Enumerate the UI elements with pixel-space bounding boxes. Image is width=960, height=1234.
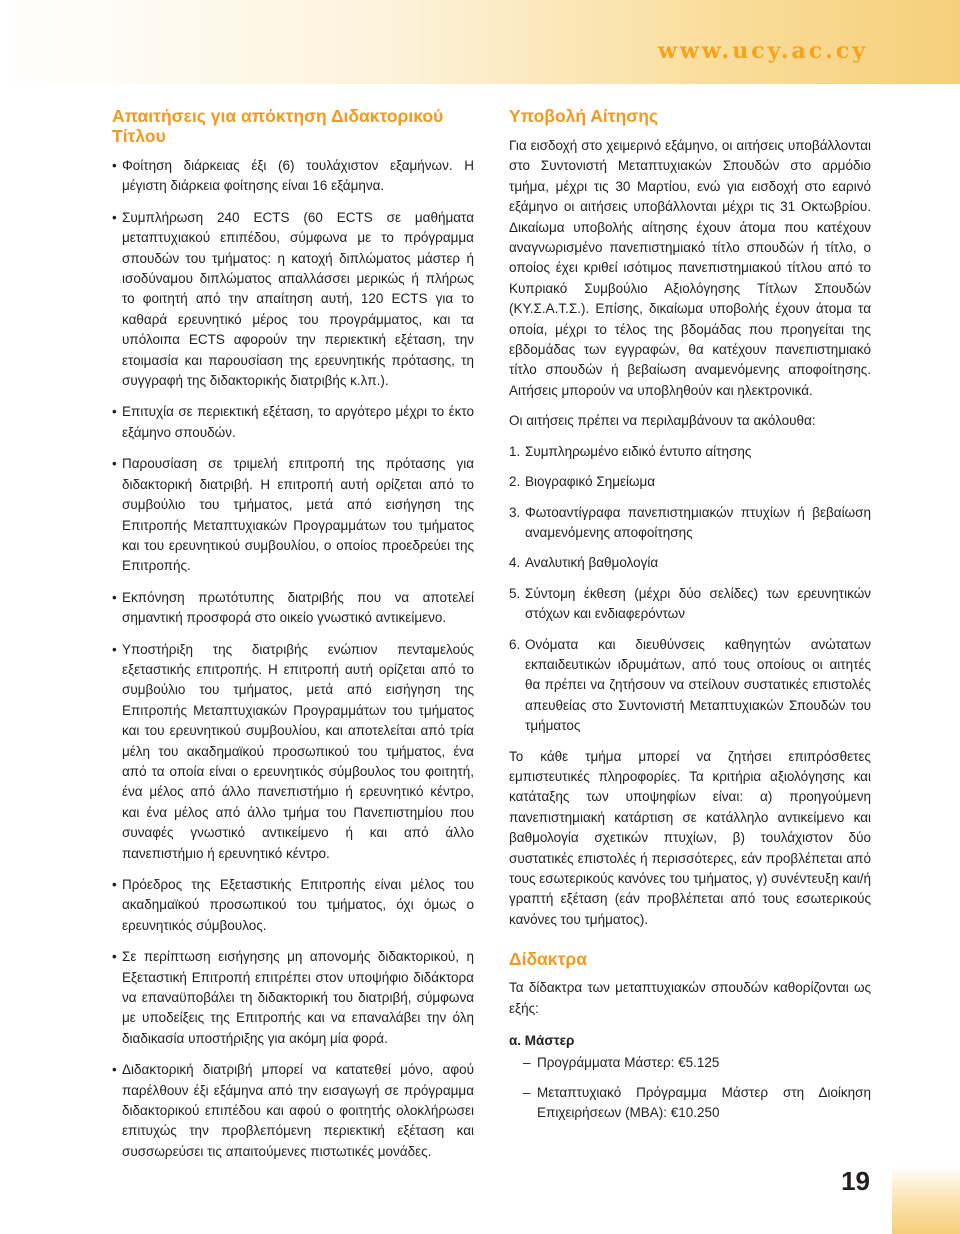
list-item: • Διδακτορική διατριβή μπορεί να κατατεθεί μόνο, αφού παρέλθουν έξι εξάμηνα από την εισαγωγή σε πρόγραμμα διδακτορικού επιπέδου και αφού ο φοιτητής ολοκλήρωσει επιτυχώς την προβλεπόμενη περιεκτική εξέταση και συσσωρεύσει τις απαιτούμενες πιστωτικές μονάδες. (112, 1060, 474, 1162)
fees-heading: Δίδακτρα (509, 949, 587, 970)
list-item: – Μεταπτυχιακό Πρόγραμμα Μάστερ στη Διοίκηση Επιχειρήσεων (MBA): €10.250 (523, 1084, 871, 1121)
corner-decoration (892, 1166, 960, 1234)
list-item: • Φοίτηση διάρκειας έξι (6) τουλάχιστον εξαμήνων. Η μέγιστη διάρκεια φοίτησης είναι 16 εξάμηνα. (112, 156, 474, 197)
list-item: – Προγράμματα Μάστερ: €5.125 (523, 1055, 720, 1071)
application-items (509, 442, 871, 737)
list-item: • Σε περίπτωση εισήγησης μη απονομής διδακτορικού, η Εξεταστική Επιτροπή επιτρέπει στον υποψήφιο διδάκτορα να επαναϋποβάλει τη διδακτορική του διατριβή, σύμφωνα με υποδείξεις της Επιτροπής και να επαναλάβει την όλη διαδικασία υποστήριξης για ακόμη μία φορά. (112, 947, 474, 1049)
list-intro: Οι αιτήσεις πρέπει να περιλαμβάνουν τα ακόλουθα: (509, 413, 816, 429)
list-item: 6. Ονόματα και διευθύνσεις καθηγητών ανώτατων εκπαιδευτικών ιδρυμάτων, από τους οποίους οι αιτητές θα πρέπει να ζητήσουν να στείλουν συστατικές επιστολές απευθείας στο Συντονιστή Μεταπτυχιακών Σπουδών του τμήματος (509, 636, 871, 734)
fees-intro: Τα δίδακτρα των μεταπτυχιακών σπουδών καθορίζονται ως εξής: (509, 980, 871, 1016)
criteria-paragraph: Το κάθε τμήμα μπορεί να ζητήσει επιπρόσθετες εμπιστευτικές πληροφορίες. Τα κριτήρια αξιολόγησης και κατάταξης των υποψηφίων είναι: α) προηγούμενη πανεπιστημιακή κατάρτιση σε κατάλληλο αντικείμενο και βαθμολογία σχετικών πτυχίων, β) τουλάχιστον δύο συστατικές επιστολές ή περισσότερες, εάν προβλέπεται από τους εσωτερικούς κανόνες του τμήματος, γ) συνέντευξη και/ή γραπτή εξέταση (εάν προβλέπεται από τους εσωτερικούς κανόνες του τμήματος). (509, 748, 871, 927)
list-item: 1. Συμπληρωμένο ειδικό έντυπο αίτησης (509, 443, 752, 459)
fees-subheading: α. Μάστερ (509, 1033, 575, 1049)
site-url[interactable]: www.ucy.ac.cy (657, 38, 868, 64)
list-item: • Επιτυχία σε περιεκτική εξέταση, το αργότερο μέχρι το έκτο εξάμηνο σπουδών. (112, 402, 474, 443)
list-item: 3. Φωτοαντίγραφα πανεπιστημιακών πτυχίων ή βεβαίωση αναμενόμενης αποφοίτησης (509, 504, 871, 540)
list-item: 4. Αναλυτική βαθμολογία (509, 555, 659, 571)
left-column (112, 106, 474, 1173)
list-item: • Εκπόνηση πρωτότυπης διατριβής που να αποτελεί σημαντική προσφορά στο οικείο γνωστικό αντικείμενο. (112, 588, 474, 629)
list-item: 5. Σύντομη έκθεση (μέχρι δύο σελίδες) των ερευνητικών στόχων και ενδιαφερόντων (509, 585, 871, 622)
list-item: • Παρουσίαση σε τριμελή επιτροπή της πρότασης για διδακτορική διατριβή. Η επιτροπή αυτή ορίζεται από το συμβούλιο του τμήματος, μετά από εισήγηση της Επιτροπής Μεταπτυχιακών Προγραμμάτων του τμήματος και του ερευνητικού συμβουλίου, ο οποίος προεδρεύει της Επιτροπής. (112, 454, 474, 576)
right-column (509, 106, 871, 1133)
list-item: • Πρόεδρος της Εξεταστικής Επιτροπής είναι μέλος του ακαδημαϊκού προσωπικού του τμήματος, όχι όμως ο ερευνητικός σύμβουλος. (112, 875, 474, 936)
requirements-list (112, 156, 474, 1162)
application-intro: Για εισδοχή στο χειμερινό εξάμηνο, οι αιτήσεις υποβάλλονται στο Συντονιστή Μεταπτυχιακών Σπουδών στο αρμόδιο τμήμα, μέχρι τις 30 Μαρτίου, ενώ για εισδοχή στο εαρινό εξάμηνο οι αιτήσεις υποβάλλονται μέχρι τις 31 Οκτωβρίου. Δικαίωμα υποβολής αίτησης έχουν άτομα που κατέχουν αναγνωρισμένο πανεπιστημιακό τίτλο σπουδών ή τίτλο, ο οποίος έχει κριθεί ισότιμος πανεπιστημιακού τίτλου από το Κυπριακό Συμβούλιο Αξιολόγησης Τίτλων Σπουδών (ΚΥ.Σ.Α.Τ.Σ.). Επίσης, δικαίωμα υποβολής έχουν άτομα τα οποία, μέχρι το τέλος της βδομάδας που προηγείται της εβδομάδας των εγγραφών, θα κατέχουν πανεπιστημιακό τίτλο σπουδών ή βεβαίωση αναμενόμενης αποφοίτησης. Αιτήσεις μπορούν να υποβληθούν και ηλεκτρονικά. (509, 138, 871, 398)
list-item: 2. Βιογραφικό Σημείωμα (509, 474, 656, 490)
application-heading: Υποβολή Αίτησης (509, 106, 659, 126)
page-number: 19 (841, 1166, 870, 1196)
list-item: • Συμπλήρωση 240 ECTS (60 ECTS σε μαθήματα μεταπτυχιακού επιπέδου, σύμφωνα με το πρόγραμμα σπουδών του τμήματος: η κατοχή διπλώματος μάστερ ή ισοδύναμου διπλώματος απαλλάσσει μερικώς ή πλήρως το φοιτητή από την απαίτηση αυτή, 120 ECTS για το καθαρά ερευνητικό μέρος του προγράμματος, και τα υπόλοιπα ECTS αφορούν την περιεκτική εξέταση, την ετοιμασία και παρουσίαση της ερευνητικής πρότασης, τη συγγραφή της διδακτορικής διατριβής κ.λπ.). (112, 208, 474, 392)
list-item: • Υποστήριξη της διατριβής ενώπιον πενταμελούς εξεταστικής επιτροπής. Η επιτροπή αυτή ορίζεται από το συμβούλιο του τμήματος, μετά από εισήγηση της Επιτροπής Μεταπτυχιακών Προγραμμάτων του τμήματος και του ερευνητικού συμβουλίου, και αποτελείται από τρία μέλη του ακαδημαϊκού προσωπικού του τμήματος, ένα από τα οποία είναι ο ερευνητικός σύμβουλος του φοιτητή, ένα μέλος από άλλο πανεπιστήμιο ή ερευνητικό κέντρο, και ένα μέλος από άλλο τμήμα του Πανεπιστημίου που συναφές γνωστικό αντικείμενο ή και από άλλο πανεπιστήμιο ή ερευνητικό κέντρο. (112, 640, 474, 864)
phd-requirements-heading: Απαιτήσεις για απόκτηση Διδακτορικού Τίτλου (112, 106, 444, 146)
